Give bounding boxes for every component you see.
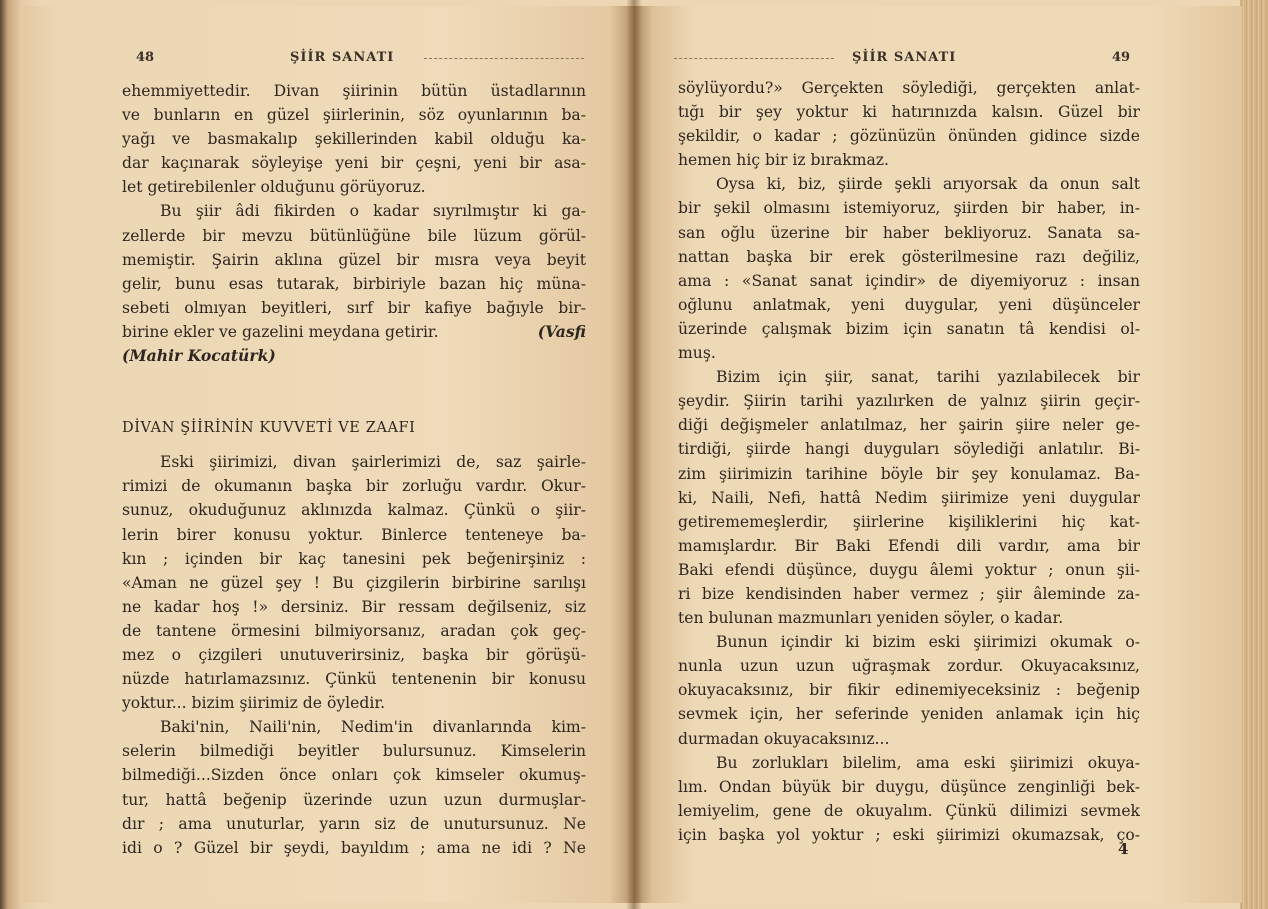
left-head-rule: [424, 58, 584, 60]
text-line: ten bulunan mazmunları yeniden söyler, o kadar.: [678, 609, 1064, 628]
text-line: yoktur... bizim şiirimiz de öyledir.: [122, 694, 386, 713]
text-line: Bu şiir âdi fikirden o kadar sıyrılmıştır ki ga-: [160, 202, 586, 221]
left-page-number: 48: [136, 50, 155, 65]
text-line: de tantene örmesini bilmiyorsanız, aradan çok geç-: [122, 621, 586, 640]
text-line: memiştir. Şairin aklına güzel bir mısra veya beyit: [122, 250, 586, 269]
text-line: rimizi de okumanın başka bir zorluğu vardır. Okur-: [122, 477, 586, 496]
text-line: [122, 320, 586, 344]
signature-mark: 4: [1118, 840, 1129, 858]
text-line: oğlunu anlatmak, yeni duygular, yeni düşünceler: [678, 295, 1140, 314]
text-line: zellerde bir mevzu bütünlüğüne bile lüzum görül-: [122, 226, 586, 245]
left-running-head: ŞİİR SANATI: [290, 50, 395, 65]
text-line: bir şekil olmasını istemiyoruz, şiirden bir haber, in-: [678, 199, 1140, 218]
text-line: şekildir, o kadar ; gözünüzün önünden gidince sizde: [678, 127, 1140, 146]
text-line: lemiyelim, gene de okuyalım. Çünkü dilimizi sevmek: [678, 801, 1140, 820]
text-line: nunla uzun uzun uğraşmak zordur. Okuyacaksınız,: [678, 657, 1140, 676]
author-attribution: (Vasfi: [537, 321, 586, 341]
text-line-part: birine ekler ve gazelini meydana getirir.: [122, 322, 439, 341]
text-line: okuyacaksınız, bir fikir edinemiyeceksiniz : beğenip: [678, 681, 1140, 700]
text-line: zim şiirimizin tarihine böyle bir şey konulamaz. Ba-: [678, 464, 1140, 483]
text-line: yağı ve basmakalıp şekillerinden kabil olduğu ka-: [122, 130, 586, 149]
left-page-text: [122, 79, 586, 860]
right-page-text: [678, 76, 1140, 847]
text-line: ve bunların en güzel şiirlerinin, söz oyunlarının ba-: [122, 106, 586, 125]
text-line: bilmediği...Sizden önce onları çok kimseler okumuş-: [122, 766, 586, 785]
text-line: şeydir. Şiirin tarihi yazılırken de yalnız şiirin geçir-: [678, 392, 1140, 411]
text-line: let getirebilenler olduğunu görüyoruz.: [122, 178, 426, 197]
text-line: ri bize kendisinden haber vermez ; şiir âleminde za-: [678, 584, 1140, 603]
text-line: ki, Naili, Nefi, hattâ Nedim şiirimize yeni duygular: [678, 488, 1140, 507]
text-line: ne kadar hoş !» dersiniz. Bir ressam değilseniz, siz: [122, 597, 586, 616]
text-line: hemen hiç bir iz bırakmaz.: [678, 151, 889, 170]
text-line: Baki efendi düşünce, duygu âlemi yoktur ; onun şii-: [678, 560, 1140, 579]
text-line: lım. Ondan büyük bir duygu, düşünce zenginliği bek-: [678, 777, 1140, 796]
text-line: durmadan okuyacaksınız...: [678, 729, 890, 748]
text-line: Bu zorlukları bilelim, ama eski şiirimizi okuya-: [716, 753, 1140, 772]
text-line: tığı bir şey yoktur ki hatırınızda kalsın. Güzel bir: [678, 103, 1140, 122]
page-edges: [1240, 0, 1268, 909]
left-page: [22, 6, 634, 903]
text-line: Oysa ki, biz, şiirde şekli arıyorsak da onun salt: [716, 175, 1140, 194]
right-page: [634, 6, 1242, 903]
text-line: ehemmiyettedir. Divan şiirinin bütün üstadlarının: [122, 82, 586, 100]
right-running-head: ŞİİR SANATI: [852, 50, 957, 65]
text-line: muş.: [678, 344, 716, 363]
text-line: Baki'nin, Naili'nin, Nedim'in divanlarında kim-: [160, 718, 586, 737]
text-line: getirememeşlerdir, şiirlerine kişiliklerini hiç kat-: [678, 512, 1140, 531]
text-line: sebeti olmıyan beyitleri, sırf bir kafiye bağıyle bir-: [122, 298, 586, 317]
text-line: Bunun içindir ki bizim eski şiirimizi okumak o-: [716, 633, 1140, 652]
text-line: gelir, bunu esas tutarak, birbiriyle bazan hiç müna-: [122, 274, 586, 293]
text-line: dır ; ama unuturlar, yarın siz de unutursunuz. Ne: [122, 814, 586, 833]
text-line: üzerinde çalışmak bizim için sanatın tâ kendisi ol-: [678, 319, 1140, 338]
book-gutter: [626, 0, 642, 909]
text-line: kın ; içinden bir kaç tanesini pek beğenirşiniz :: [122, 549, 586, 568]
text-line: söylüyordu?» Gerçekten söylediği, gerçekten anlat-: [678, 79, 1140, 97]
text-line: sunuz, okuduğunuz aklınızda kalmaz. Çünkü o şiir-: [122, 501, 586, 520]
right-page-number: 49: [1112, 50, 1131, 65]
text-line: tirdiği, şiirde hangi duyguları söylediği anlatılır. Bi-: [678, 440, 1140, 459]
text-line: Eski şiirimizi, divan şairlerimizi de, saz şairle-: [160, 453, 586, 472]
text-line: Bizim için şiir, sanat, tarihi yazılabilecek bir: [716, 368, 1140, 387]
text-line: nattan başka bir erek gösterilmesine razı değiliz,: [678, 247, 1140, 266]
text-line: nüzde hatırlamazsınız. Çünkü tentenenin bir konusu: [122, 670, 586, 689]
text-line: idi o ? Güzel bir şeydi, bayıldım ; ama ne idi ? Ne: [122, 838, 586, 857]
text-line: için başka yol yoktur ; eski şiirimizi okumazsak, ço-: [678, 825, 1140, 844]
text-line: dar kaçınarak söyleyişe yeni bir çeşni, yeni bir asa-: [122, 154, 586, 173]
author-attribution: (Mahir Kocatürk): [122, 346, 276, 366]
section-heading: DİVAN ŞİİRİNİN KUVVETİ VE ZAAFI: [122, 420, 416, 437]
text-line: lerin birer konusu yoktur. Binlerce tenteneye ba-: [122, 525, 586, 544]
text-line: san oğlu üzerine bir haber bekliyoruz. Sanata sa-: [678, 223, 1140, 242]
text-line: mamışlardır. Bir Baki Efendi dili vardır, ama bir: [678, 536, 1140, 555]
text-line: ama : «Sanat sanat içindir» de diyemiyoruz : insan: [678, 271, 1140, 290]
text-line: diği değişmeler anlatılmaz, her şairin şiire neler ge-: [678, 416, 1140, 435]
text-line: «Aman ne güzel şey ! Bu çizgilerin birbirine sarılışı: [122, 573, 586, 592]
text-line: tur, hattâ beğenip üzerinde uzun uzun durmuşlar-: [122, 790, 586, 809]
text-line: mez o çizgileri unutuverirsiniz, başka bir görüşü-: [122, 645, 586, 664]
text-line: selerin bilmediği beyitler bulursunuz. Kimselerin: [122, 742, 586, 761]
right-head-rule: [674, 58, 834, 60]
text-line: sevmek için, her seferinde yeniden anlamak için hiç: [678, 705, 1140, 724]
